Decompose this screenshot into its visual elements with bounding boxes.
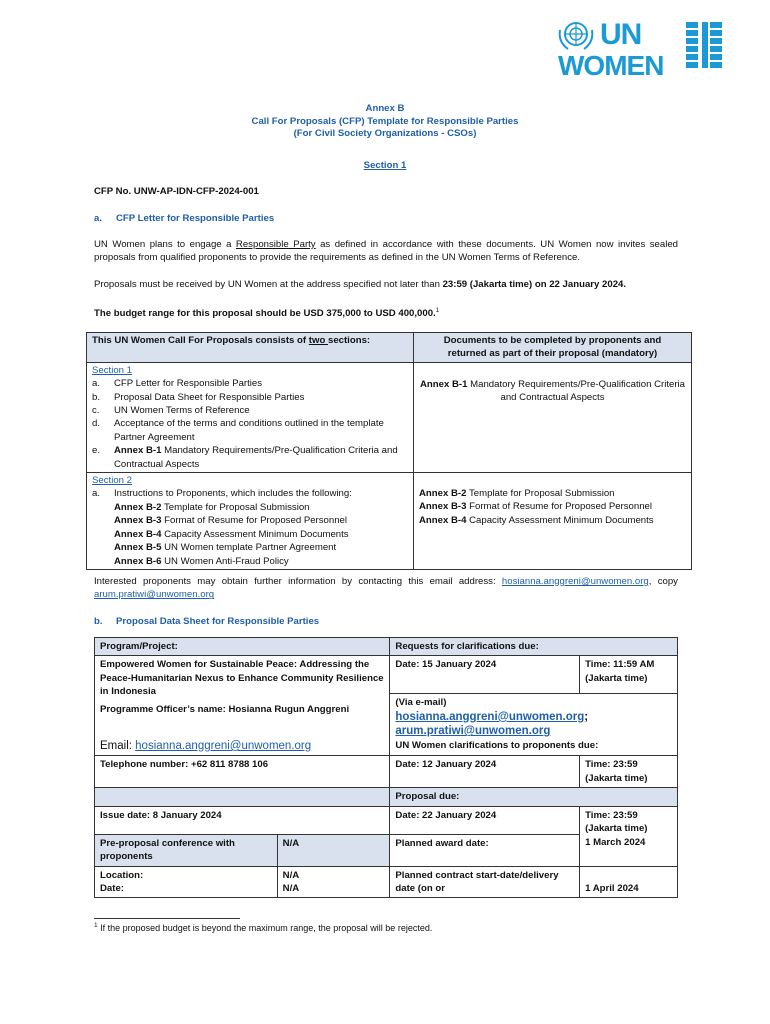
contact-email-link[interactable]: hosianna.anggreni@unwomen.org — [501, 576, 649, 587]
deadline-text: Proposals must be received by UN Women at the address specified not later than — [94, 279, 443, 290]
proposal-due-date: Date: 22 January 2024 — [390, 806, 580, 834]
document-header — [0, 103, 770, 141]
intro-paragraph-2 — [94, 278, 678, 291]
section-a-title: CFP Letter for Responsible Parties — [116, 213, 275, 224]
list-text — [114, 391, 304, 404]
clarification-date: Date: 15 January 2024 — [390, 656, 580, 694]
program-label: Program/Project: — [95, 638, 390, 656]
annex-description: UN Women template Partner Agreement — [161, 542, 337, 554]
list-item — [419, 500, 686, 513]
list-item — [92, 541, 408, 554]
list-item — [92, 555, 408, 568]
list-text-body: CFP Letter for Responsible Parties — [114, 378, 263, 390]
budget-text: The budget range for this proposal should be USD 375,000 to USD 400,000. — [94, 308, 436, 320]
section-1-link[interactable]: Section 1 — [363, 160, 407, 171]
unw-clarification-time: Time: 23:59 (Jakarta time) — [580, 756, 678, 788]
list-item — [92, 377, 408, 390]
annex-label: Annex B-1 — [114, 445, 162, 457]
proposal-data-sheet-table — [94, 637, 678, 898]
list-text: Instructions to Proponents, which includes the following: — [114, 488, 352, 500]
proposal-due-time: Time: 23:59 (Jakarta time) — [585, 809, 648, 835]
planned-contract-label: Planned contract start-date/delivery date (on or — [390, 866, 580, 898]
contact-text: , copy — [648, 576, 678, 587]
list-item — [92, 501, 408, 514]
location-label-text: Location: — [100, 869, 144, 881]
program-details-cell — [95, 656, 390, 756]
section-a-marker: a. — [94, 213, 103, 224]
annex-description: Capacity Assessment Minimum Documents — [161, 528, 349, 540]
footnote-ref[interactable]: 1 — [435, 308, 440, 314]
section-2-documents — [414, 473, 692, 570]
list-item — [92, 487, 408, 500]
list-text-body: Proposal Data Sheet for Responsible Parties — [114, 391, 305, 403]
clarification-time: Time: 11:59 AM (Jakarta time) — [580, 656, 678, 694]
telephone-number: Telephone number: +62 811 8788 106 — [95, 756, 390, 788]
contact-paragraph — [94, 575, 678, 602]
email-label: Email: — [100, 740, 136, 753]
list-marker: a. — [92, 378, 101, 390]
list-item — [92, 417, 408, 444]
list-item — [92, 528, 408, 541]
date-label-text: Date: — [100, 883, 124, 895]
section-1-title[interactable]: Section 1 — [92, 364, 133, 376]
list-marker: e. — [92, 445, 101, 457]
intro-paragraph-1 — [94, 238, 678, 265]
annex-description: Capacity Assessment Minimum Documents — [466, 514, 654, 526]
section-2-documents-list — [419, 487, 686, 527]
footnote-number: 1 — [94, 922, 98, 929]
section-a-heading — [94, 212, 678, 225]
sections-table — [86, 332, 692, 570]
program-name: Empowered Women for Sustainable Peace: Addressing the Peace-Humanitarian Nexus to Enhance Community Resilience in Indonesia — [100, 659, 384, 698]
annex-description: Format of Resume for Proposed Personnel — [161, 515, 348, 527]
section-b-marker: b. — [94, 616, 103, 627]
list-item — [92, 514, 408, 527]
annex-label: Annex B-4 — [419, 514, 467, 526]
annex-label: Annex B-3 — [419, 501, 467, 513]
list-text — [114, 417, 408, 444]
via-email-label: (Via e-mail) — [395, 697, 447, 709]
section-2-cell — [87, 473, 414, 570]
list-item — [92, 444, 408, 471]
list-text-body: UN Women Terms of Reference — [114, 405, 250, 417]
annex-label: Annex B-5 — [114, 542, 162, 554]
header-text-underlined: two — [308, 335, 328, 346]
cfp-number: CFP No. UNW-AP-IDN-CFP-2024-001 — [94, 186, 259, 197]
document-title: Call For Proposals (CFP) Template for Responsible Parties — [251, 115, 519, 127]
section-1-documents — [414, 362, 692, 472]
empty-shaded-cell — [95, 788, 390, 806]
deadline-value: 23:59 (Jakarta time) on 22 January 2024. — [442, 279, 627, 290]
clarification-label: Requests for clarifications due: — [390, 638, 678, 656]
annex-label: Annex B-3 — [114, 515, 162, 527]
location-label — [95, 866, 278, 898]
sections-header-right: Documents to be completed by proponents and returned as part of their proposal (mandatory) — [414, 333, 692, 363]
list-marker: b. — [92, 391, 101, 403]
list-text-body: Acceptance of the terms and conditions outlined in the template Partner Agreement — [114, 418, 384, 443]
budget-paragraph — [94, 305, 678, 321]
list-marker: a. — [92, 488, 101, 500]
section-1-cell — [87, 362, 414, 472]
proposal-due-label: Proposal due: — [390, 788, 678, 806]
list-text — [114, 404, 250, 417]
list-item — [92, 391, 408, 404]
annex-label: Annex B-1 — [420, 378, 468, 390]
annex-description: Template for Proposal Submission — [466, 488, 615, 500]
logo-women-text: WOMEN — [558, 50, 664, 81]
list-text-body: Mandatory Requirements/Pre-Qualification Criteria and Contractual Aspects — [114, 445, 398, 470]
section-1-list — [92, 377, 408, 471]
issue-date: Issue date: 8 January 2024 — [95, 806, 390, 834]
clarification-email-1[interactable]: hosianna.anggreni@unwomen.org — [395, 710, 585, 723]
un-emblem-icon — [556, 18, 596, 52]
list-item — [419, 487, 686, 500]
annex-description: Format of Resume for Proposed Personnel — [466, 501, 653, 513]
footnote — [94, 922, 432, 933]
footnote-separator — [94, 918, 240, 919]
list-item — [92, 404, 408, 417]
clarification-email-2[interactable]: arum.pratiwi@unwomen.org — [395, 725, 551, 738]
responsible-party-term: Responsible Party — [235, 239, 316, 250]
annex-title: Annex B — [365, 103, 405, 114]
annex-label: Annex B-2 — [419, 488, 467, 500]
annex-label: Annex B-2 — [114, 501, 162, 513]
footnote-text: If the proposed budget is beyond the maximum range, the proposal will be rejected. — [100, 923, 433, 933]
annex-description: Mandatory Requirements/Pre-Qualification Criteria and Contractual Aspects — [467, 378, 685, 404]
list-text — [114, 444, 408, 471]
date-value: N/A — [282, 883, 300, 895]
preconference-value: N/A — [277, 834, 390, 866]
location-value: N/A — [282, 869, 300, 881]
section-2-annex-list — [92, 501, 408, 568]
via-email-cell — [390, 694, 678, 756]
intro-text: as defined in accordance with these documents. UN Women now invites sealed proposals from qualified proponents to provide the requirements as defined in the UN Women Terms of Reference. — [94, 239, 679, 264]
document-subtitle: (For Civil Society Organizations - CSOs) — [293, 128, 477, 139]
logo-un-text: UN — [600, 18, 642, 51]
annex-label: Annex B-4 — [114, 528, 162, 540]
annex-label: Annex B-6 — [114, 555, 162, 567]
officer-email-link[interactable]: hosianna.anggreni@unwomen.org — [135, 740, 312, 753]
list-text — [114, 377, 262, 390]
unw-clarification-date: Date: 12 January 2024 — [390, 756, 580, 788]
intro-text: UN Women plans to engage a — [94, 239, 236, 250]
preconference-label: Pre-proposal conference with proponents — [95, 834, 278, 866]
section-b-heading — [94, 615, 678, 628]
programme-officer: Programme Officer’s name: Hosianna Rugun Anggreni — [100, 703, 350, 715]
planned-contract-value: 1 April 2024 — [580, 866, 678, 898]
header-text: sections: — [327, 335, 371, 346]
header-text: This UN Women Call For Proposals consists of — [92, 335, 309, 346]
logo-bars-icon — [684, 20, 728, 74]
email-separator: ; — [584, 710, 589, 723]
list-marker: d. — [92, 418, 101, 430]
copy-email-link[interactable]: arum.pratiwi@unwomen.org — [94, 589, 215, 601]
annex-description: UN Women Anti-Fraud Policy — [161, 555, 289, 567]
proposal-due-time-and-award — [580, 806, 678, 866]
unw-clarification-label: UN Women clarifications to proponents due: — [395, 739, 599, 751]
un-women-logo — [556, 18, 726, 81]
location-date-values — [277, 866, 390, 898]
list-marker: c. — [92, 405, 100, 417]
list-item — [419, 514, 686, 527]
email-row — [100, 740, 384, 753]
annex-description: Template for Proposal Submission — [161, 501, 310, 513]
sections-header-left — [87, 333, 414, 363]
planned-award-date-label: Planned award date: — [390, 834, 580, 866]
section-b-title: Proposal Data Sheet for Responsible Parties — [116, 616, 320, 627]
section-2-title[interactable]: Section 2 — [92, 475, 133, 487]
planned-award-date-value: 1 March 2024 — [585, 836, 646, 848]
contact-text: Interested proponents may obtain further information by contacting this email address: — [94, 576, 502, 587]
